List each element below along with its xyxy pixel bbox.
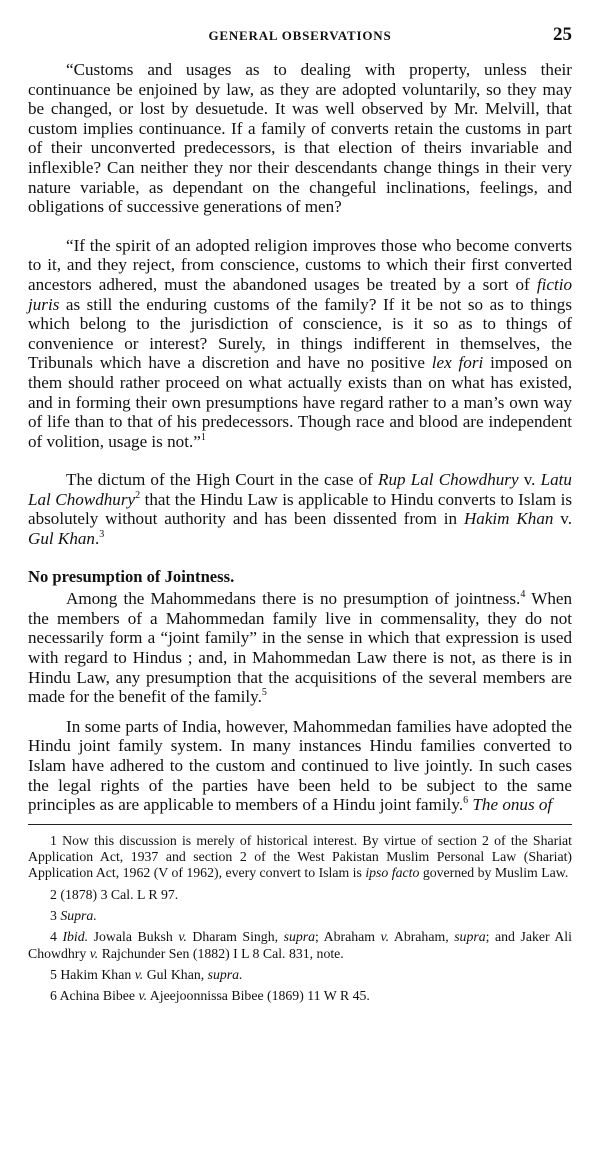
footnote-text: 2 (1878) 3 Cal. L R 97. — [50, 886, 179, 902]
footnote-ref: 1 — [200, 431, 206, 443]
paragraph-jointness — [28, 589, 572, 707]
paragraph-text: In some parts of India, however, Mahommedan families have adopted the Hindu joint family system. In many instances Hindu families converted to Islam have adhered to the custom and continued to live jointly. In such cases the legal rights of the parties have been held to be subject to the same principles as are applicable to members of a Hindu joint family. — [28, 716, 572, 815]
footnote-text: Dharam Singh, — [186, 929, 284, 945]
case-name: Hakim Khan — [463, 509, 554, 529]
quote-text: “Customs and usages as to dealing with property, unless their continuance be enjoined by law, as they are adopted voluntarily, so they may be changed, or lost by desuetude. It was well observed by Mr. Melvill, that custom implies continuance. If a family of converts retain the customs in part of their unconverted predecessors, is that election of theirs invariable and inflexible? Can neither they nor their descendants change things in their very nature variable, as dependant on the changeful inclinations, feelings, and obligations of successive generations of men? — [28, 60, 572, 217]
footnote-italic: v. — [138, 988, 148, 1004]
paragraph-text: Among the Mahommedans there is no presumption of jointness. — [66, 589, 521, 609]
latin-term: ipso facto — [365, 865, 420, 881]
paragraph-text: The dictum of the High Court in the case of — [66, 470, 379, 490]
case-name: Latu Lal Chowdhury — [28, 470, 572, 509]
footnote-text: Abraham, — [389, 929, 455, 945]
footnote-ref: 2 — [135, 489, 141, 501]
footnote-4 — [28, 929, 572, 962]
paragraph-text: that the Hindu Law is applicable to Hindu converts to Islam is absolutely without authority and has been dissented from in — [28, 489, 573, 529]
footnote-text: Rajchunder Sen (1882) I L 8 Cal. 831, note. — [98, 945, 344, 961]
section-heading: No presumption of Jointness. — [28, 566, 235, 586]
quote-text: imposed on them should rather proceed on what actually exists than on what has existed, and in forming their own presumptions have regard rather to a man’s own way of life than to that of his predecessors. Though race and blood are independent of volition, usage is not.” — [28, 353, 572, 451]
paragraph-text: v. — [518, 470, 541, 490]
footnote-italic: v. — [89, 945, 99, 961]
latin-term: lex fori — [431, 353, 484, 373]
footnote-text: 3 — [50, 907, 61, 923]
quote-text: “If the spirit of an adopted religion improves those who become converts to it, and they reject, from conscience, customs to which their first converted ancestors adhered, must the abandoned usages be treated by a sort of — [28, 235, 572, 294]
case-name: Rup Lal Chowdhury — [378, 470, 519, 490]
footnote-italic: supra — [454, 929, 486, 945]
footnote-ref: 3 — [99, 529, 105, 541]
footnote-italic: supra — [283, 929, 316, 945]
footnote-italic: Supra. — [60, 907, 97, 923]
footnote-text: Gul Khan, — [143, 966, 208, 982]
footnote-6 — [28, 988, 572, 1004]
footnote-text: 5 Hakim Khan — [50, 966, 135, 982]
footnote-divider — [28, 824, 572, 825]
footnote-text: ; and Jaker Ali Chowdhry — [28, 929, 572, 961]
latin-term: fictio juris — [28, 274, 572, 314]
footnotes — [28, 833, 572, 1005]
footnote-text: 4 — [50, 929, 63, 945]
footnote-5 — [28, 967, 572, 983]
footnote-ref: 4 — [520, 589, 526, 601]
footnote-2 — [28, 887, 572, 903]
quote-paragraph-religion — [28, 236, 572, 452]
footnote-ref: 6 — [463, 795, 469, 807]
footnote-text: 6 Achina Bibee — [50, 988, 139, 1004]
footnote-italic: v. — [380, 929, 390, 945]
footnote-1 — [28, 833, 572, 882]
running-head: GENERAL OBSERVATIONS — [208, 28, 392, 43]
footnote-italic: Ibid. — [62, 929, 89, 945]
paragraph-text: When the members of a Mahommedan family live in commensality, they do not necessarily form a “joint family” in the sense in which that expression is used with regard to Hindus ; and, in Mahommedan Law there is not, as there is in Hindu Law, any presumption that the acquisitions of the several members are made for the benefit of the family. — [28, 589, 573, 707]
quote-text: as still the enduring customs of the family? If it be not so as to things which belong to the jurisdiction of conscience, is it so as to things of convenience or interest? Surely, in things indifferent in themselves, the Tribunals which have a discretion and have no positive — [28, 294, 572, 373]
page-number: 25 — [553, 24, 572, 45]
case-name: Gul Khan — [28, 529, 95, 549]
page-header — [28, 26, 572, 50]
footnote-3 — [28, 908, 572, 924]
footnote-text: governed by Muslim Law. — [419, 865, 569, 881]
paragraph-dictum — [28, 470, 572, 548]
footnote-ref: 5 — [261, 687, 267, 699]
footnote-text: 1 Now this discussion is merely of historical interest. By virtue of section 2 of the Shariat Application Act, 1937 and section 2 of the West Pakistan Muslim Personal Law (Shariat) Application Act, 1962 (V of 1962), every convert to Islam is — [28, 832, 572, 881]
footnote-italic: supra. — [207, 966, 243, 982]
main-text — [28, 60, 572, 815]
footnote-text: Jowala Buksh — [88, 929, 179, 945]
continuation-text: The onus of — [472, 795, 553, 815]
quote-paragraph-customs — [28, 60, 572, 217]
paragraph-text: . — [94, 529, 100, 549]
paragraph-joint-family — [28, 717, 572, 815]
footnote-text: Ajeejoonnissa Bibee (1869) 11 W R 45. — [147, 988, 370, 1004]
footnote-italic: v. — [134, 966, 144, 982]
footnote-text: ; Abraham — [315, 929, 381, 945]
paragraph-text: v. — [553, 509, 573, 529]
footnote-italic: v. — [178, 929, 187, 945]
